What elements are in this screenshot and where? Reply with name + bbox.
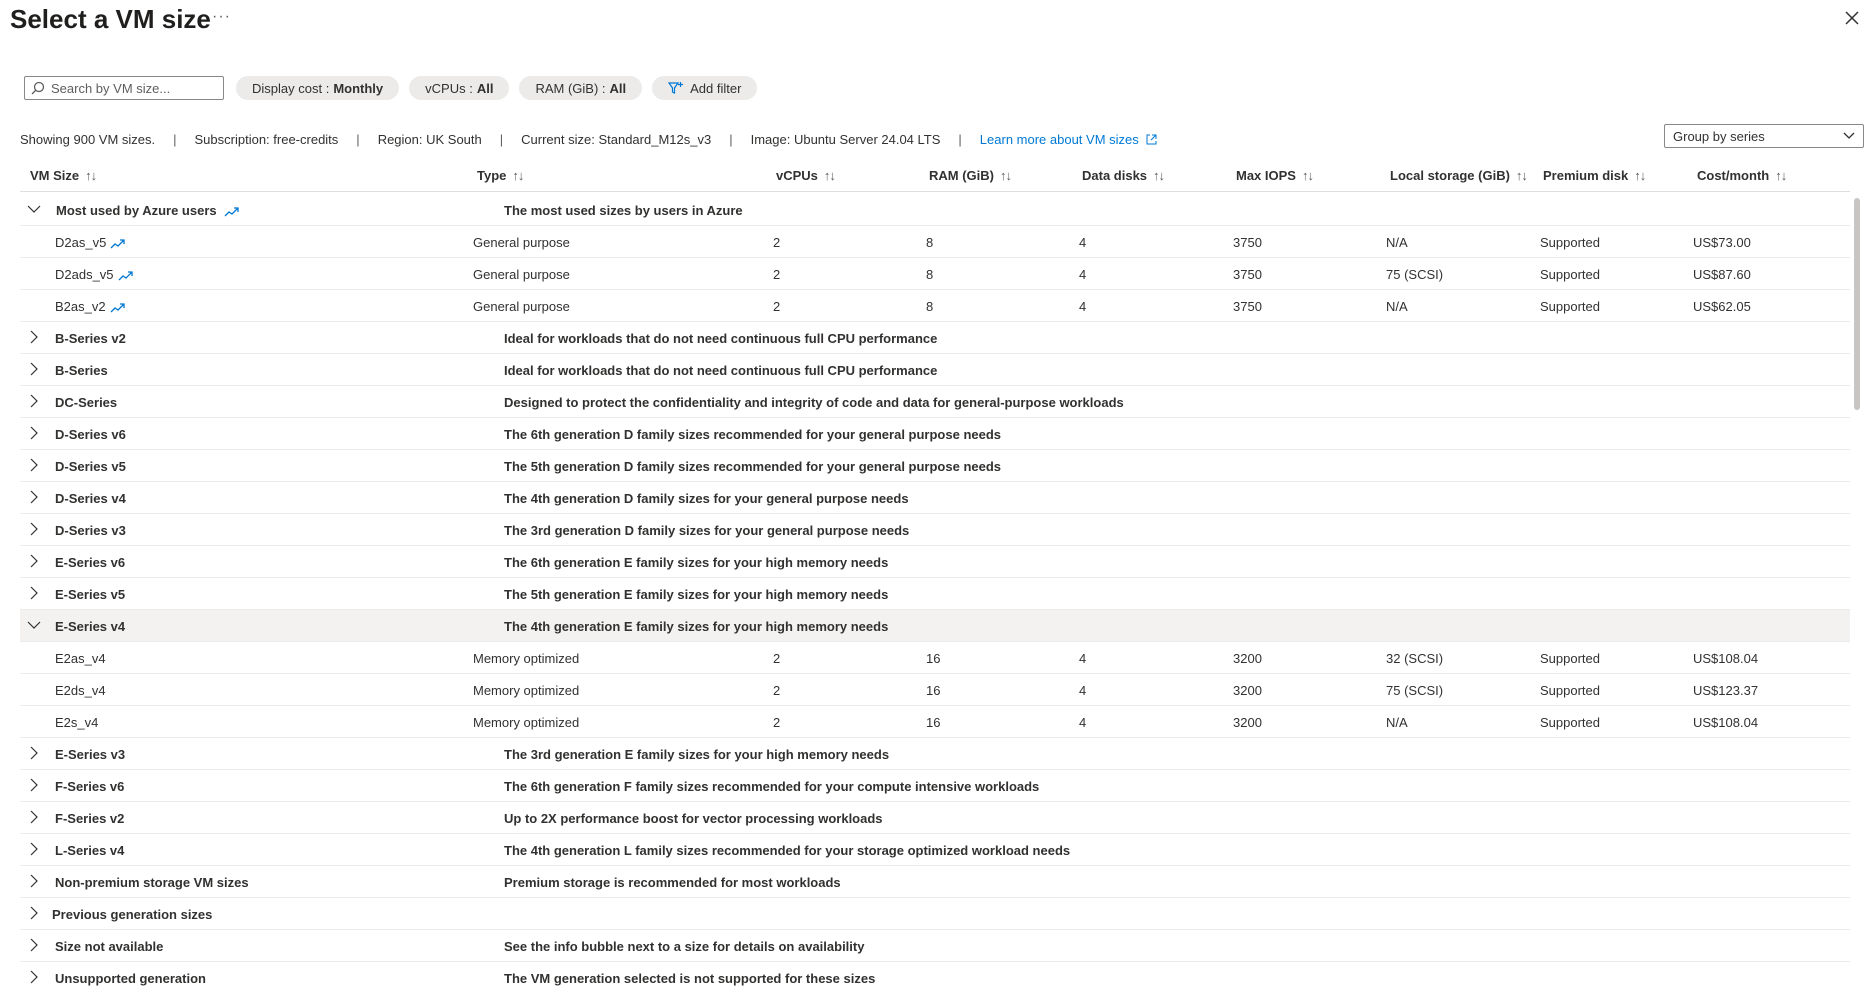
col-ram[interactable]: [929, 168, 1011, 183]
table-row[interactable]: [20, 290, 1850, 322]
group-description: The 6th generation E family sizes for your high memory needs: [504, 555, 889, 570]
cell-data-disks: 4: [1079, 683, 1087, 698]
cell-vm-size: E2s_v4: [55, 715, 99, 730]
separator: |: [173, 132, 177, 147]
vm-size-name: D2as_v5: [55, 235, 107, 250]
table-row[interactable]: [20, 642, 1850, 674]
cell-local-storage: N/A: [1386, 715, 1408, 730]
cell-cost: US$87.60: [1693, 267, 1751, 282]
chevron-right-icon[interactable]: [26, 777, 42, 793]
separator: |: [499, 132, 504, 147]
group-description: The 6th generation D family sizes recommended for your general purpose needs: [504, 427, 1002, 442]
cell-local-storage: 75 (SCSI): [1386, 267, 1444, 282]
group-name: D-Series v3: [55, 523, 126, 538]
cell-local-storage: 75 (SCSI): [1386, 683, 1444, 698]
group-name: D-Series v5: [55, 459, 126, 474]
group-row[interactable]: [20, 322, 1850, 354]
group-row[interactable]: [20, 386, 1850, 418]
cell-premium-disk: Supported: [1540, 267, 1600, 282]
sort-icon[interactable]: ↑↓: [512, 168, 524, 183]
cell-ram: 8: [926, 235, 934, 250]
vm-size-table: [20, 194, 1850, 991]
trending-icon: [110, 239, 126, 249]
cell-local-storage: 32 (SCSI): [1386, 651, 1444, 666]
sort-icon[interactable]: ↑↓: [1634, 168, 1646, 183]
group-row[interactable]: [20, 962, 1850, 991]
group-name: E-Series v5: [55, 587, 126, 602]
cell-max-iops: 3750: [1233, 235, 1262, 250]
chevron-down-icon: [1843, 132, 1855, 140]
group-name: D-Series v6: [55, 427, 126, 442]
learn-more-link[interactable]: [980, 132, 1158, 147]
cell-premium-disk: Supported: [1540, 683, 1600, 698]
filter-toolbar: [24, 75, 767, 101]
cell-vcpus: 2: [773, 651, 781, 666]
cell-data-disks: 4: [1079, 715, 1087, 730]
group-description: The 5th generation E family sizes for your high memory needs: [504, 587, 889, 602]
group-description: The 3rd generation E family sizes for your high memory needs: [504, 747, 890, 762]
region-info: Region: UK South: [377, 132, 482, 147]
cell-vcpus: 2: [773, 299, 781, 314]
col-premium-disk[interactable]: [1543, 168, 1645, 183]
group-row[interactable]: [20, 578, 1850, 610]
cell-data-disks: 4: [1079, 235, 1087, 250]
group-name: F-Series v6: [55, 779, 125, 794]
col-vm-size[interactable]: [30, 168, 96, 183]
image-info: Image: Ubuntu Server 24.04 LTS: [750, 132, 941, 147]
cell-cost: US$123.37: [1693, 683, 1759, 698]
chevron-right-icon[interactable]: [26, 585, 42, 601]
cell-max-iops: 3200: [1233, 651, 1262, 666]
vm-size-name: B2as_v2: [55, 299, 106, 314]
cell-cost: US$73.00: [1693, 235, 1751, 250]
table-row[interactable]: [20, 674, 1850, 706]
info-bar: [20, 132, 1157, 147]
external-link-icon: [1146, 134, 1157, 145]
col-type[interactable]: [477, 168, 523, 183]
separator: |: [356, 132, 360, 147]
ram-filter-value: All: [609, 80, 627, 96]
cell-vm-size: E2as_v4: [55, 651, 106, 666]
add-filter-label: Add filter: [690, 80, 742, 96]
learn-more-label: Learn more about VM sizes: [979, 132, 1139, 147]
cell-type: General purpose: [473, 299, 570, 314]
trending-icon: [224, 207, 240, 217]
group-name: Non-premium storage VM sizes: [55, 875, 249, 890]
subscription-info: Subscription: free-credits: [194, 132, 339, 147]
group-description: The VM generation selected is not supported for these sizes: [504, 971, 876, 986]
trending-icon: [118, 271, 134, 281]
cell-vcpus: 2: [773, 267, 781, 282]
group-name: D-Series v4: [55, 491, 126, 506]
cell-type: General purpose: [473, 267, 570, 282]
current-size-info: Current size: Standard_M12s_v3: [521, 132, 712, 147]
sort-icon[interactable]: ↑↓: [1301, 168, 1313, 183]
group-row[interactable]: [20, 866, 1850, 898]
group-description: The most used sizes by users in Azure: [504, 203, 743, 218]
separator: |: [958, 132, 962, 147]
cell-premium-disk: Supported: [1540, 235, 1600, 250]
group-row[interactable]: [20, 802, 1850, 834]
sort-icon[interactable]: ↑↓: [1515, 168, 1527, 183]
cell-premium-disk: Supported: [1540, 299, 1600, 314]
sort-icon[interactable]: ↑↓: [1775, 168, 1787, 183]
cell-vm-size: E2ds_v4: [55, 683, 106, 698]
cell-vcpus: 2: [773, 715, 781, 730]
sort-icon[interactable]: ↑↓: [823, 168, 835, 183]
cell-ram: 16: [926, 715, 941, 730]
cell-data-disks: 4: [1079, 299, 1087, 314]
vcpus-filter-label: vCPUs :: [425, 80, 473, 96]
col-cost-month[interactable]: [1697, 168, 1786, 183]
group-name: E-Series v6: [55, 555, 126, 570]
table-row[interactable]: [20, 226, 1850, 258]
group-row[interactable]: [20, 930, 1850, 962]
group-description: The 4th generation E family sizes for your high memory needs: [504, 619, 889, 634]
group-description: The 5th generation D family sizes recommended for your general purpose needs: [504, 459, 1002, 474]
group-row[interactable]: [20, 546, 1850, 578]
group-name: [56, 203, 240, 218]
group-row-e-series-v4[interactable]: [20, 610, 1850, 642]
col-data-disks[interactable]: [1082, 168, 1164, 183]
group-row[interactable]: [20, 450, 1850, 482]
group-description: Up to 2X performance boost for vector processing workloads: [504, 811, 883, 826]
cell-premium-disk: Supported: [1540, 651, 1600, 666]
chevron-right-icon[interactable]: [26, 873, 42, 889]
sort-icon[interactable]: ↑↓: [1153, 168, 1165, 183]
chevron-right-icon[interactable]: [26, 809, 42, 825]
col-label: Data disks: [1082, 168, 1148, 183]
cell-vm-size: [55, 299, 126, 314]
group-row[interactable]: [20, 482, 1850, 514]
showing-count: Showing 900 VM sizes.: [20, 132, 156, 147]
cell-ram: 8: [926, 299, 934, 314]
page-title: Select a VM size: [10, 4, 211, 34]
chevron-right-icon[interactable]: [26, 329, 42, 345]
group-row[interactable]: [20, 834, 1850, 866]
chevron-right-icon[interactable]: [26, 361, 42, 377]
cell-type: Memory optimized: [473, 651, 580, 666]
chevron-right-icon[interactable]: [26, 393, 42, 409]
group-description: The 4th generation L family sizes recommended for your storage optimized workload needs: [504, 843, 1071, 858]
group-row[interactable]: [20, 898, 1850, 930]
col-label: VM Size: [30, 168, 80, 183]
search-input[interactable]: [51, 81, 211, 96]
group-name: E-Series v3: [55, 747, 126, 762]
cell-local-storage: N/A: [1386, 299, 1408, 314]
add-filter-button[interactable]: [652, 76, 757, 100]
chevron-right-icon[interactable]: [26, 745, 42, 761]
cell-ram: 8: [926, 267, 934, 282]
group-description: The 6th generation F family sizes recommended for your compute intensive workloads: [504, 779, 1040, 794]
group-row[interactable]: [20, 738, 1850, 770]
cell-vcpus: 2: [773, 683, 781, 698]
sort-icon[interactable]: ↑↓: [85, 168, 97, 183]
cell-cost: US$108.04: [1693, 715, 1759, 730]
group-description: The 4th generation D family sizes for your general purpose needs: [504, 491, 909, 506]
group-description: Ideal for workloads that do not need continuous full CPU performance: [504, 363, 938, 378]
chevron-right-icon[interactable]: [26, 905, 42, 921]
cell-type: Memory optimized: [473, 683, 580, 698]
cell-cost: US$62.05: [1693, 299, 1751, 314]
col-label: RAM (GiB): [929, 168, 994, 183]
col-label: Max IOPS: [1236, 168, 1296, 183]
col-local-storage[interactable]: [1390, 168, 1527, 183]
group-row[interactable]: [20, 514, 1850, 546]
cell-max-iops: 3200: [1233, 683, 1262, 698]
col-label: vCPUs: [776, 168, 818, 183]
cell-vm-size: [55, 267, 134, 282]
cell-max-iops: 3200: [1233, 715, 1262, 730]
col-label: Local storage (GiB): [1390, 168, 1510, 183]
group-description: See the info bubble next to a size for details on availability: [504, 939, 865, 954]
col-label: Premium disk: [1543, 168, 1629, 183]
group-description: Designed to protect the confidentiality and integrity of code and data for general-purpose workloads: [504, 395, 1124, 410]
group-by-dropdown[interactable]: [1664, 124, 1864, 148]
col-label: Type: [477, 168, 507, 183]
display-cost-filter[interactable]: [236, 76, 399, 100]
cell-max-iops: 3750: [1233, 299, 1262, 314]
chevron-right-icon[interactable]: [26, 489, 42, 505]
cell-vm-size: [55, 235, 126, 250]
group-name: Unsupported generation: [55, 971, 206, 986]
group-row[interactable]: [20, 418, 1850, 450]
group-name: B-Series v2: [55, 331, 126, 346]
chevron-right-icon[interactable]: [26, 457, 42, 473]
chevron-down-icon[interactable]: [26, 617, 42, 633]
table-row[interactable]: [20, 706, 1850, 738]
cell-data-disks: 4: [1079, 267, 1087, 282]
chevron-right-icon[interactable]: [26, 521, 42, 537]
separator: |: [729, 132, 733, 147]
chevron-right-icon[interactable]: [26, 553, 42, 569]
group-name: DC-Series: [55, 395, 118, 410]
trending-icon: [110, 303, 126, 313]
group-description: The 3rd generation D family sizes for your general purpose needs: [504, 523, 910, 538]
close-icon[interactable]: [1840, 6, 1864, 30]
search-icon: [31, 81, 45, 95]
ram-filter-label: RAM (GiB) :: [535, 80, 606, 96]
cell-type: General purpose: [473, 235, 570, 250]
cell-ram: 16: [926, 683, 941, 698]
table-header: [20, 160, 1850, 192]
group-row-most-used[interactable]: [20, 194, 1850, 226]
col-vcpus[interactable]: [776, 168, 835, 183]
cell-max-iops: 3750: [1233, 267, 1262, 282]
vcpus-filter[interactable]: [409, 76, 509, 100]
group-row[interactable]: [20, 354, 1850, 386]
cell-vcpus: 2: [773, 235, 781, 250]
group-name-label: Most used by Azure users: [56, 203, 217, 218]
display-cost-label: Display cost :: [252, 80, 330, 96]
cell-type: Memory optimized: [473, 715, 580, 730]
group-name: E-Series v4: [55, 619, 126, 634]
col-label: Cost/month: [1697, 168, 1770, 183]
vcpus-filter-value: All: [476, 80, 494, 96]
group-name: Size not available: [55, 939, 164, 954]
scrollbar-thumb[interactable]: [1854, 198, 1860, 410]
more-options-icon[interactable]: ···: [212, 8, 231, 25]
group-name: F-Series v2: [55, 811, 125, 826]
group-name: Previous generation sizes: [52, 907, 213, 922]
group-description: Premium storage is recommended for most workloads: [504, 875, 841, 890]
chevron-right-icon[interactable]: [26, 425, 42, 441]
search-box[interactable]: [24, 76, 224, 100]
cell-data-disks: 4: [1079, 651, 1087, 666]
group-name: L-Series v4: [55, 843, 125, 858]
chevron-right-icon[interactable]: [26, 969, 42, 985]
vertical-scrollbar[interactable]: [1851, 194, 1863, 991]
table-row[interactable]: [20, 258, 1850, 290]
chevron-down-icon[interactable]: [26, 201, 42, 217]
ram-filter[interactable]: [519, 76, 642, 100]
cell-ram: 16: [926, 651, 941, 666]
cell-local-storage: N/A: [1386, 235, 1408, 250]
chevron-right-icon[interactable]: [26, 841, 42, 857]
cell-cost: US$108.04: [1693, 651, 1759, 666]
add-filter-icon: [668, 81, 684, 95]
sort-icon[interactable]: ↑↓: [1000, 168, 1011, 183]
col-max-iops[interactable]: [1236, 168, 1313, 183]
group-row[interactable]: [20, 770, 1850, 802]
vm-size-name: D2ads_v5: [55, 267, 114, 282]
group-description: Ideal for workloads that do not need continuous full CPU performance: [504, 331, 938, 346]
chevron-right-icon[interactable]: [26, 937, 42, 953]
display-cost-value: Monthly: [333, 80, 384, 96]
group-by-value: Group by series: [1673, 128, 1765, 144]
cell-premium-disk: Supported: [1540, 715, 1600, 730]
group-name: B-Series: [55, 363, 108, 378]
